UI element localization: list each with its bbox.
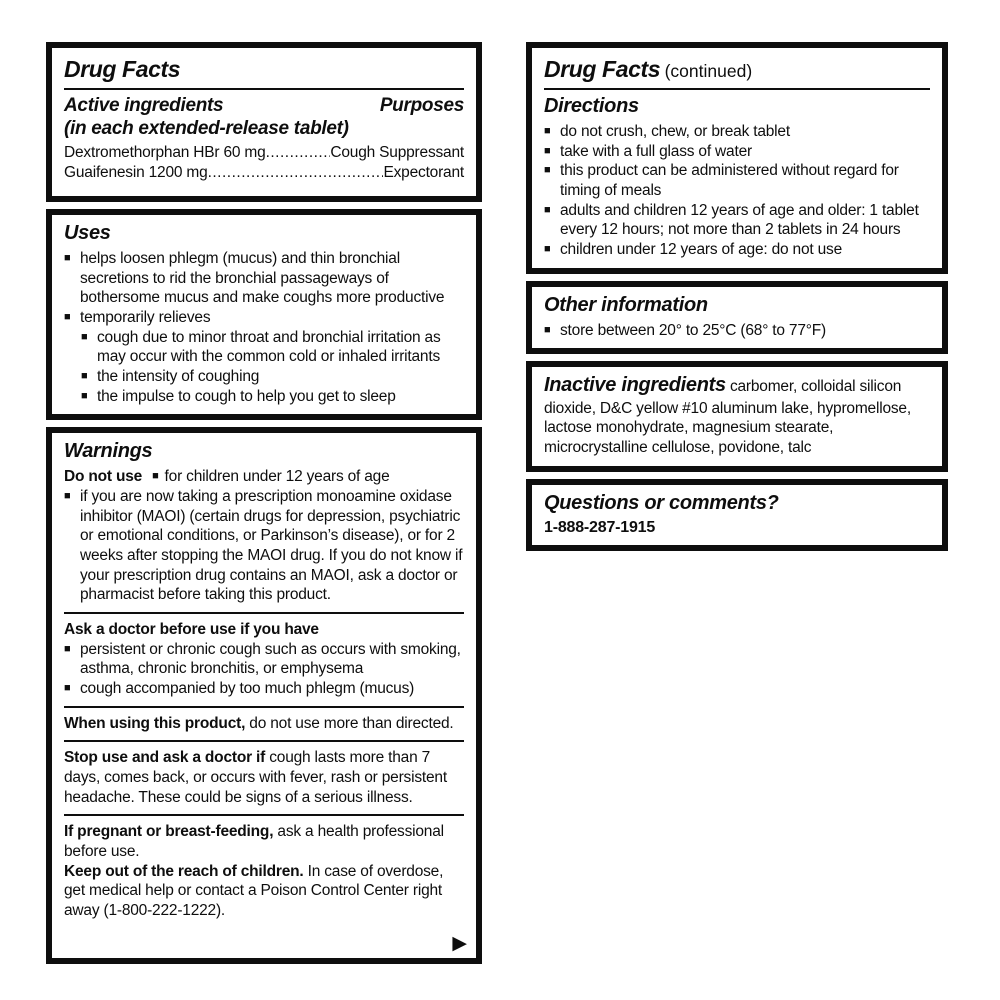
section-divider [64,814,464,816]
questions-title: Questions or comments? [544,491,779,514]
list-item [81,387,464,407]
list-item-text: adults and children 12 years of age and older: 1 tablet every 12 hours; not more than 2 tablets in 24 hours [560,201,919,239]
list-item-text: persistent or chronic cough such as occurs with smoking, asthma, chronic bronchitis, or emphysema [80,640,461,678]
drug-facts-title: Drug Facts [544,56,661,82]
title-rule [64,88,464,90]
uses-title: Uses [64,222,111,244]
bullet-icon: ■ [64,311,71,324]
purposes-heading: Purposes [379,95,464,116]
per-tablet-subheading: (in each extended-release tablet) [64,118,349,139]
active-ingredients-header-row [64,95,464,117]
section-divider [64,740,464,742]
list-item [64,249,464,308]
pregnant-label: If pregnant or breast-feeding, [64,823,274,841]
ingredient-row [64,143,464,163]
ingredient-purpose: Expectorant [383,163,464,181]
stop-use-line [64,748,464,807]
questions-box [526,479,948,551]
phone-number: 1-888-287-1915 [544,518,656,536]
list-item [81,328,464,367]
do-not-use-text: for children under 12 years of age [164,468,390,486]
directions-title: Directions [544,95,639,117]
inactive-ingredients-text: carbomer, colloidal silicon dioxide, D&C yellow #10 aluminum lake, hypromellose, lactose monohydrate, magnesium stearate, microcrystalline cellulose, povidone, talc [544,378,911,457]
bullet-icon: ■ [544,323,551,336]
continued-label: (continued) [664,61,753,81]
drug-facts-title: Drug Facts [64,56,181,82]
list-item-text: the intensity of coughing [97,368,260,386]
when-using-text: do not use more than directed. [249,714,454,732]
bullet-icon: ■ [544,144,551,157]
list-item [544,201,930,240]
list-item-text: helps loosen phlegm (mucus) and thin bronchial secretions to rid the bronchial passageways of bothersome mucus and make coughs more productive [80,250,445,307]
when-using-label: When using this product, [64,714,246,732]
active-ingredients-box [46,42,482,202]
bullet-icon: ■ [64,252,71,264]
stop-use-text: cough lasts more than 7 days, comes back, or occurs with fever, rash or persistent headache. These could be signs of a serious illness. [64,749,447,806]
stop-use-label: Stop use and ask a doctor if [64,749,266,767]
warnings-title: Warnings [64,440,153,463]
bullet-icon: ■ [544,203,551,216]
do-not-use-label: Do not use [64,468,143,486]
bullet-icon: ■ [81,370,88,383]
other-information-box [526,281,948,355]
section-divider [64,612,464,614]
list-item [64,679,464,699]
bullet-icon: ■ [64,682,71,695]
bullet-icon: ■ [64,490,71,503]
inactive-ingredients-heading: Inactive ingredients [544,374,726,397]
keep-out-line [64,862,464,921]
bullet-icon: ■ [81,330,88,343]
ingredient-row [64,163,464,183]
title-rule [544,88,930,90]
list-item-text: children under 12 years of age: do not use [560,241,842,259]
continue-arrow-icon: ▶ [452,933,467,955]
list-item-text: take with a full glass of water [560,142,752,160]
list-item-text: temporarily relieves [80,309,211,327]
directions-box [526,42,948,274]
bullet-icon: ■ [81,389,88,402]
list-item [544,321,930,341]
pregnant-line [64,822,464,861]
bullet-icon: ■ [544,164,551,177]
list-item-text: store between 20° to 25°C (68° to 77°F) [560,321,827,339]
list-item-text: if you are now taking a prescription monoamine oxidase inhibitor (MAOI) (certain drugs for depression, psychiatric or emotional conditions, or Parkinson’s disease), or for 2 weeks after stopping the MAOI drug. If you do not know if your prescription drug contains an MAOI, ask a doctor or pharmacist before taking this product. [80,488,463,604]
do-not-use-line [64,467,464,487]
right-column [526,42,948,558]
list-item [64,640,464,679]
inactive-ingredients-paragraph [544,373,930,457]
ingredient-purpose: Cough Suppressant [330,144,464,161]
warnings-box [46,427,482,964]
ingredient-name: Guaifenesin 1200 mg [64,163,208,181]
bullet-icon: ■ [152,470,159,483]
ask-doctor-label: Ask a doctor before use if you have [64,621,319,639]
ingredient-name: Dextromethorphan HBr 60 mg [64,144,266,161]
when-using-line [64,714,464,734]
list-item [544,240,930,260]
dot-leader [208,163,384,179]
uses-box [46,209,482,420]
dot-leader [266,143,331,159]
drug-facts-continued-title [544,56,930,83]
list-item [64,487,464,605]
list-item-text: cough accompanied by too much phlegm (mucus) [80,680,415,698]
keep-out-label: Keep out of the reach of children. [64,862,304,880]
list-item [544,122,930,142]
list-item [64,308,464,328]
bullet-icon: ■ [544,125,551,137]
other-information-title: Other information [544,293,708,316]
bullet-icon: ■ [544,243,551,256]
list-item-text: do not crush, chew, or break tablet [560,123,790,140]
left-column [46,42,482,971]
list-item [544,142,930,162]
keep-out-text: In case of overdose, get medical help or contact a Poison Control Center right away (1-800-222-1222). [64,862,444,920]
list-item [81,367,464,387]
list-item-text: the impulse to cough to help you get to sleep [97,387,396,405]
list-item-text: cough due to minor throat and bronchial irritation as may occur with the common cold or inhaled irritants [97,328,441,366]
section-divider [64,706,464,708]
inactive-ingredients-box [526,361,948,471]
pregnant-text: ask a health professional before use. [64,823,444,861]
active-ingredients-heading: Active ingredients [64,95,224,116]
bullet-icon: ■ [64,642,71,655]
list-item-text: this product can be administered without regard for timing of meals [560,162,899,200]
list-item [544,161,930,200]
